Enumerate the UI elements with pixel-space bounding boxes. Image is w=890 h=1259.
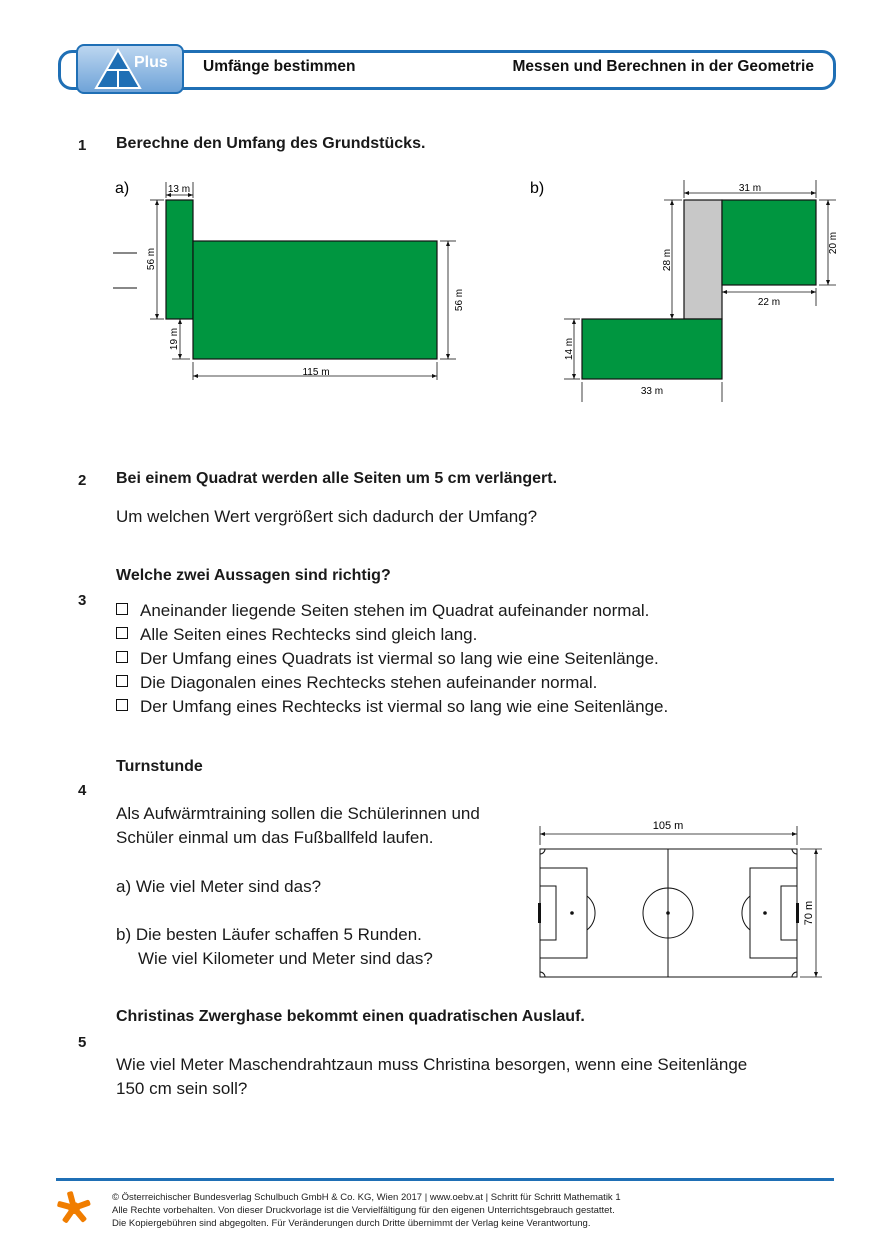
- checkbox[interactable]: [116, 651, 128, 663]
- publisher-star-icon: [56, 1190, 92, 1226]
- footer-line3: Die Kopiergebühren sind abgegolten. Für Veränderungen durch Dritte übernimmt der Verlag keine Verantwortung.: [112, 1218, 591, 1229]
- fig-a-dim-bottom: 115 m: [302, 367, 330, 378]
- task5-question-line2: 150 cm sein soll?: [116, 1079, 248, 1098]
- fig-b-dim-right: 20 m: [828, 231, 839, 255]
- fig-b-gray-strip: [684, 200, 722, 319]
- checkbox[interactable]: [116, 675, 128, 687]
- right-penalty-area: [750, 868, 797, 958]
- task5-question-line1: Wie viel Meter Maschendrahtzaun muss Christina besorgen, wenn eine Seitenlänge: [116, 1055, 748, 1074]
- plus-logo: [76, 44, 184, 94]
- footer-copyright: [112, 1191, 621, 1230]
- task3-option[interactable]: Die Diagonalen eines Rechtecks stehen aufeinander normal.: [116, 671, 597, 695]
- field-width-label: 105 m: [652, 820, 684, 832]
- task3-option[interactable]: Aneinander liegende Seiten stehen im Quadrat aufeinander normal.: [116, 599, 649, 623]
- fig-a-dim-left: 56 m: [146, 247, 157, 271]
- footer-line1: © Österreichischer Bundesverlag Schulbuch GmbH & Co. KG, Wien 2017 | www.oebv.at | Schritt für Schritt Mathematik 1: [112, 1192, 621, 1203]
- task4-question-b-line2: Wie viel Kilometer und Meter sind das?: [138, 949, 433, 968]
- fig-b-dim-bottom-left: 14 m: [564, 337, 575, 361]
- fig-b-dim-mid: 22 m: [757, 297, 781, 308]
- fig-a-dim-top: 13 m: [167, 184, 191, 195]
- task2-question: Um welchen Wert vergrößert sich dadurch der Umfang?: [116, 507, 538, 526]
- fig-b-dim-top: 31 m: [738, 183, 762, 194]
- task3-title: Welche zwei Aussagen sind richtig?: [116, 567, 391, 584]
- task3-number: 3: [78, 592, 87, 609]
- fig-a-dim-bottom-left: 19 m: [169, 327, 180, 351]
- header-topic: Umfänge bestimmen: [203, 58, 356, 75]
- fig-a-dim-right: 56 m: [454, 288, 465, 312]
- task3-option[interactable]: Alle Seiten eines Rechtecks sind gleich lang.: [116, 623, 477, 647]
- task1-figures: [0, 170, 890, 410]
- football-field: [530, 810, 830, 990]
- field-height-label: 70 m: [803, 900, 815, 926]
- task5-title: Christinas Zwerghase bekommt einen quadratischen Auslauf.: [116, 1008, 585, 1025]
- task4-intro-line2: Schüler einmal um das Fußballfeld laufen.: [116, 828, 434, 847]
- footer-divider: [56, 1178, 834, 1181]
- fig-b-dim-left: 28 m: [662, 248, 673, 272]
- triangle-logo-icon: [78, 46, 182, 92]
- task1-title: Berechne den Umfang des Grundstücks.: [116, 135, 426, 152]
- logo-label: Plus: [134, 54, 168, 71]
- fig-a-label: a): [115, 180, 130, 197]
- fig-b-label: b): [530, 180, 545, 197]
- task4-question-a: a) Wie viel Meter sind das?: [116, 877, 322, 896]
- fig-a-wide-rect: [193, 241, 437, 359]
- task2-number: 2: [78, 472, 87, 489]
- task3-option[interactable]: Der Umfang eines Rechtecks ist viermal so lang wie eine Seitenlänge.: [116, 695, 668, 719]
- fig-b-bottom-rect: [582, 319, 722, 379]
- task2-title: Bei einem Quadrat werden alle Seiten um 5 cm verlängert.: [116, 470, 558, 487]
- task3-option[interactable]: Der Umfang eines Quadrats ist viermal so lang wie eine Seitenlänge.: [116, 647, 659, 671]
- right-penalty-arc: [742, 896, 750, 930]
- fig-a-narrow-rect: [166, 200, 193, 319]
- left-penalty-area: [540, 868, 587, 958]
- left-goal-area: [540, 886, 556, 940]
- right-goal-area: [781, 886, 797, 940]
- fig-b-top-rect: [722, 200, 816, 285]
- task5-number: 5: [78, 1034, 87, 1051]
- task4-question-b-line1: b) Die besten Läufer schaffen 5 Runden.: [116, 925, 422, 944]
- header-chapter: Messen und Berechnen in der Geometrie: [512, 58, 814, 75]
- checkbox[interactable]: [116, 699, 128, 711]
- fig-b-dim-bottom: 33 m: [640, 386, 664, 397]
- task4-number: 4: [78, 782, 87, 799]
- task1-number: 1: [78, 137, 87, 154]
- left-penalty-arc: [587, 896, 595, 930]
- task4-title: Turnstunde: [116, 758, 203, 775]
- task4-intro-line1: Als Aufwärmtraining sollen die Schülerinnen und: [116, 804, 480, 823]
- checkbox[interactable]: [116, 627, 128, 639]
- checkbox[interactable]: [116, 603, 128, 615]
- footer-line2: Alle Rechte vorbehalten. Von dieser Druckvorlage ist die Vervielfältigung für den eigenen Unterrichtsgebrauch gestattet.: [112, 1205, 615, 1216]
